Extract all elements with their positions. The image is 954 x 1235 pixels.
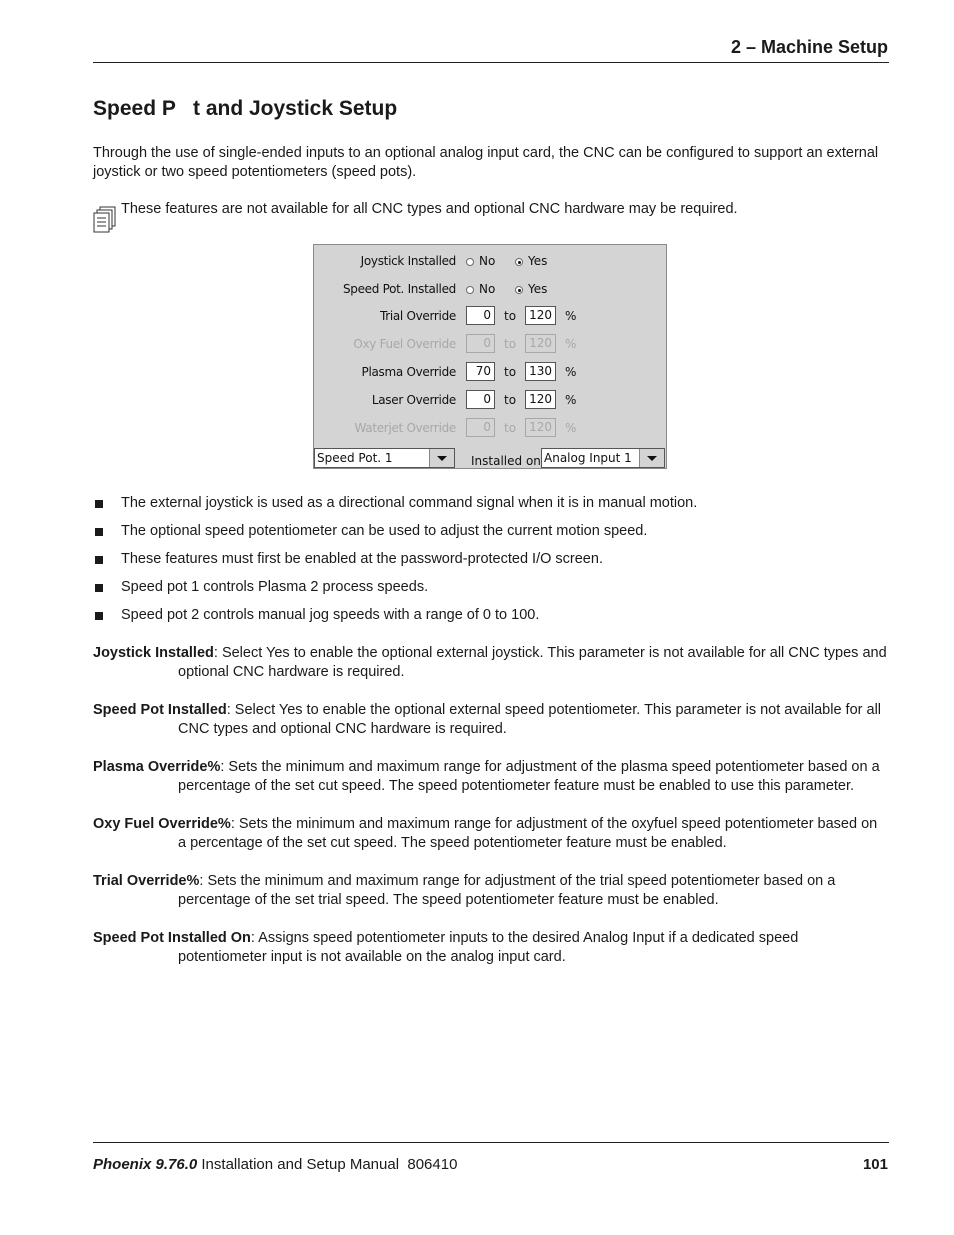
laser-override-percent-label: % [565,393,577,407]
laser-override-row [314,390,666,410]
speedpot-select-value: Speed Pot. 1 [317,451,393,465]
note-text: These features are not available for all CNC types and optional CNC hardware may be required. [121,201,738,217]
list-item: Speed pot 1 controls Plasma 2 process speeds. [93,578,883,606]
laser-override-to-label: to [504,393,517,407]
oxyfuel-override-percent-label: % [565,337,577,351]
plasma-override-label: Plasma Override [361,365,456,379]
waterjet-override-min-field: 0 [466,418,495,437]
footer-divider [93,1142,889,1143]
oxyfuel-override-label: Oxy Fuel Override [353,337,456,351]
joystick-no-label: No [479,254,496,268]
oxyfuel-override-max-field: 120 [525,334,556,353]
plasma-override-min-field[interactable]: 70 [466,362,495,381]
footer-product-name: Phoenix 9.76.0 [93,1156,198,1173]
square-bullet-icon [95,556,103,564]
trial-override-to-label: to [504,309,517,323]
page-number: 101 [862,1156,888,1173]
list-item: The external joystick is used as a directional command signal when it is in manual motion. [93,494,883,522]
waterjet-override-row [314,418,666,438]
analog-input-select-value: Analog Input 1 [544,451,632,465]
oxyfuel-override-to-label: to [504,337,517,351]
list-item: The optional speed potentiometer can be used to adjust the current motion speed. [93,522,883,550]
waterjet-override-max-field: 120 [525,418,556,437]
header-divider [93,62,889,63]
trial-override-label: Trial Override [379,309,456,323]
footer-manual-title: Installation and Setup Manual 806410 [197,1156,458,1173]
note-pages-icon [93,206,117,234]
plasma-override-percent-label: % [565,365,577,379]
speedpot-yes-label: Yes [528,282,548,296]
note-callout [93,200,883,234]
waterjet-override-to-label: to [504,421,517,435]
chapter-title: 2 – Machine Setup [730,37,888,57]
joystick-installed-row [314,251,666,271]
speedpot-no-label: No [479,282,496,296]
speedpot-installed-label: Speed Pot. Installed [342,282,456,296]
speedpot-installed-row [314,279,666,299]
waterjet-override-percent-label: % [565,421,577,435]
plasma-override-row [314,362,666,382]
waterjet-override-label: Waterjet Override [354,421,456,435]
definition-joystick-installed: Joystick Installed: Select Yes to enable the optional external joystick. This parameter is not available for all CNC types and optional CNC hardware is required. [93,645,887,680]
definition-plasma-override: Plasma Override%: Sets the minimum and maximum range for adjustment of the plasma speed potentiometer based on a percentage of the set cut speed. The speed potentiometer feature must be enabled to use this parameter. [93,759,880,794]
laser-override-min-field[interactable]: 0 [466,390,495,409]
speedpot-no-radio[interactable] [466,286,474,294]
definition-trial-override: Trial Override%: Sets the minimum and maximum range for adjustment of the trial speed potentiometer based on a percentage of the set trial speed. The speed potentiometer feature must be enabled. [93,873,836,908]
definition-speed-pot-installed: Speed Pot Installed: Select Yes to enable the optional external speed potentiometer. This parameter is not available for all CNC types and optional CNC hardware is required. [93,702,882,737]
definition-speed-pot-installed-on: Speed Pot Installed On: Assigns speed potentiometer inputs to the desired Analog Input if a dedicated speed potentiometer input is not available on the analog input card. [93,930,799,965]
section-title: Speed P t and Joystick Setup [93,97,398,120]
plasma-override-max-field[interactable]: 130 [525,362,556,381]
trial-override-percent-label: % [565,309,577,323]
joystick-installed-label: Joystick Installed [360,254,456,268]
list-item: These features must first be enabled at the password-protected I/O screen. [93,550,883,578]
chevron-down-icon[interactable] [639,449,664,467]
joystick-yes-radio[interactable] [515,258,523,266]
oxyfuel-override-min-field: 0 [466,334,495,353]
trial-override-min-field[interactable]: 0 [466,306,495,325]
definition-oxy-fuel-override: Oxy Fuel Override%: Sets the minimum and maximum range for adjustment of the oxyfuel speed potentiometer based on a percentage of the set cut speed. The speed potentiometer feature must be enabled. [93,816,878,851]
trial-override-row [314,306,666,326]
speed-pot-settings-panel [313,244,667,469]
plasma-override-to-label: to [504,365,517,379]
trial-override-max-field[interactable]: 120 [525,306,556,325]
installed-on-label: Installed on [471,454,541,468]
list-item: Speed pot 2 controls manual jog speeds with a range of 0 to 100. [93,606,883,634]
speedpot-yes-radio[interactable] [515,286,523,294]
parameter-definitions [93,644,889,986]
laser-override-label: Laser Override [371,393,456,407]
square-bullet-icon [95,528,103,536]
square-bullet-icon [95,500,103,508]
footer-manual-info [93,1156,457,1173]
laser-override-max-field[interactable]: 120 [525,390,556,409]
analog-input-select[interactable] [541,448,665,468]
chevron-down-icon[interactable] [429,449,454,467]
joystick-yes-label: Yes [528,254,548,268]
square-bullet-icon [95,612,103,620]
feature-bullet-list [93,494,883,634]
square-bullet-icon [95,584,103,592]
intro-paragraph: Through the use of single-ended inputs to an optional analog input card, the CNC can be configured to support an external joystick or two speed potentiometers (speed pots). [93,145,879,180]
speedpot-select[interactable] [314,448,455,468]
oxyfuel-override-row [314,334,666,354]
joystick-no-radio[interactable] [466,258,474,266]
